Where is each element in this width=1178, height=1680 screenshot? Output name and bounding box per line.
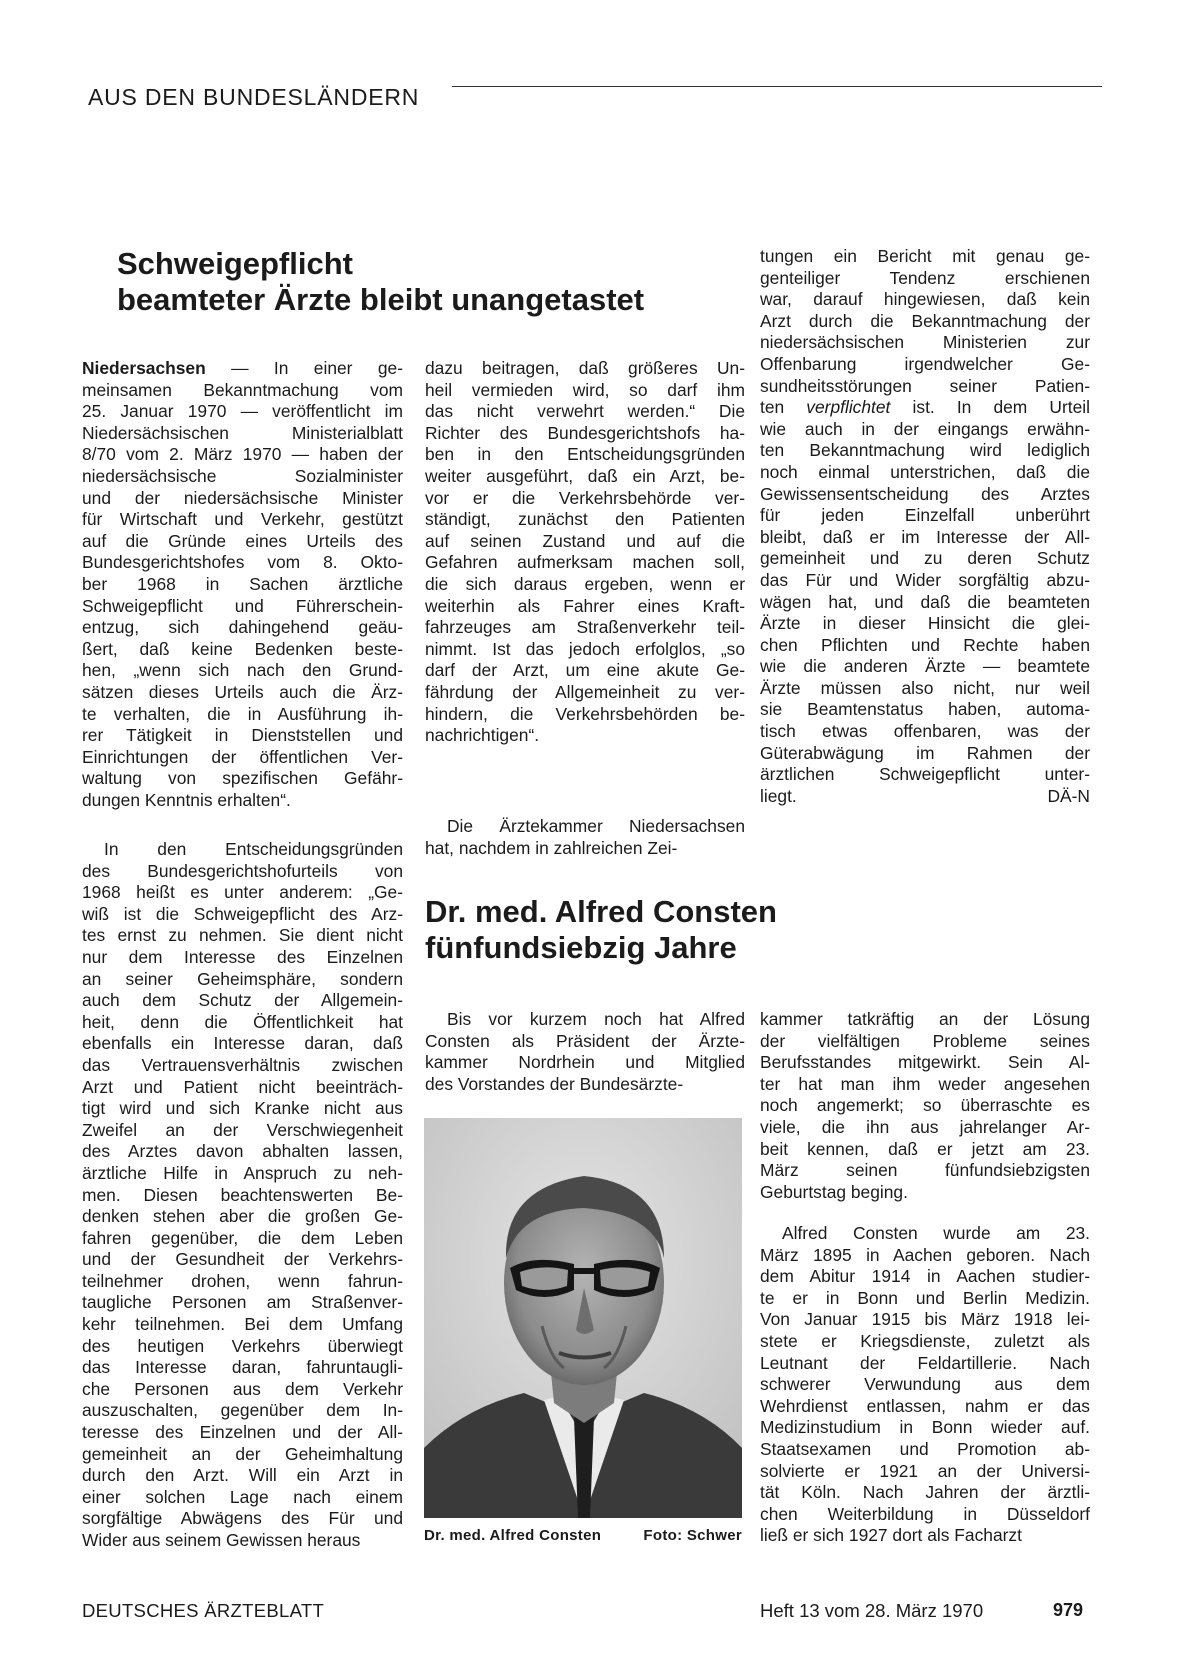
caption-text: Dr. med. Alfred Consten (424, 1527, 602, 1544)
text-line: Schweigepflicht und Führerschein- (82, 595, 403, 616)
text-line: Gewissensentscheidung des Arztes (760, 483, 1090, 504)
text-line: Güterabwägung im Rahmen der (760, 742, 1090, 763)
text-line: viele, die ihn aus jahrelanger Ar- (760, 1116, 1090, 1137)
text-line: beit kennen, daß er jetzt am 23. (760, 1138, 1090, 1159)
text-line: che Personen aus dem Verkehr (82, 1378, 403, 1399)
text-line: gemeinheit und zu deren Schutz (760, 548, 1090, 569)
article1-column-b2 (425, 816, 745, 859)
text-line: auszuschalten, gegenüber dem In- (82, 1400, 403, 1421)
text-line: heil vermieden wird, so darf ihm (425, 379, 745, 400)
text-line: für jeden Einzelfall unberührt (760, 505, 1090, 526)
text-line: dem Abitur 1914 in Aachen studier- (760, 1266, 1090, 1287)
text-line: hindern, die Verkehrsbehörden be- (425, 703, 745, 724)
text-line: ten Bekanntmachung wird lediglich (760, 440, 1090, 461)
text-line: hen, „wenn sich nach den Grund- (82, 660, 403, 681)
text-line: rer Tätigkeit in Dienststellen und (82, 725, 403, 746)
text-line: 1968 heißt es unter anderem: „Ge- (82, 882, 403, 903)
text-line: solvierte er 1921 an der Universi- (760, 1460, 1090, 1481)
text-line: taugliche Personen am Straßenver- (82, 1292, 403, 1313)
text-line: Bundesgerichtshofes vom 8. Okto- (82, 552, 403, 573)
text-line: 25. Januar 1970 — veröffentlicht im (82, 401, 403, 422)
text-line: fahrzeuges am Straßenverkehr teil- (425, 617, 745, 638)
text-line: Berufsstandes mitgewirkt. Sein Al- (760, 1052, 1090, 1073)
text-line: bleibt, daß er im Interesse der All- (760, 526, 1090, 547)
text-line: nimmt. Ist das jedoch erfolglos, „so (425, 638, 745, 659)
text-line: März 1895 in Aachen geboren. Nach (760, 1244, 1090, 1265)
text-line: Niedersachsen — In einer ge- (82, 358, 403, 378)
text-line: weiterhin als Fahrer eines Kraft- (425, 595, 745, 616)
text-line: kehr teilnehmen. Bei dem Umfang (82, 1314, 403, 1335)
text-line: März seinen fünfundsiebzigsten (760, 1160, 1090, 1181)
text-line: das Vertrauensverhältnis zwischen (82, 1054, 403, 1075)
page-number: 979 (1053, 1600, 1084, 1620)
headline-line: Dr. med. Alfred Consten (425, 894, 777, 929)
text-line: Medizinstudium in Bonn wieder auf. (760, 1417, 1090, 1438)
text-line: tät Köln. Nach Jahren der ärztli- (760, 1482, 1090, 1503)
text-line: Von Januar 1915 bis März 1918 lei- (760, 1309, 1090, 1330)
text-line: dungen Kenntnis erhalten“. (82, 789, 291, 810)
footer-journal: DEUTSCHES ÄRZTEBLATT (82, 1600, 325, 1621)
text-line: fährdung der Allgemeinheit zu ver- (425, 681, 745, 702)
text-line: Einrichtungen der öffentlichen Ver- (82, 746, 403, 767)
article1-headline (117, 246, 644, 318)
text-line: auch dem Schutz der Allgemein- (82, 990, 403, 1011)
text-line: das nicht verwehrt werden.“ Die (425, 401, 745, 422)
text-line: war, darauf hingewiesen, daß kein (760, 289, 1090, 310)
text-line: für Wirtschaft und Verkehr, gestützt (82, 509, 403, 530)
text-line: Geburtstag beging. (760, 1181, 908, 1202)
text-line: Zweifel an der Verschwiegenheit (82, 1119, 403, 1140)
text-line: waltung von spezifischen Gefähr- (82, 768, 403, 789)
text-line: niedersächsischen Ministerien zur (760, 332, 1090, 353)
text-line: das Für und Wider sorgfältig abzu- (760, 569, 1090, 590)
text-line: Offenbarung irgendwelcher Ge- (760, 353, 1090, 374)
text-line: Niedersächsischen Ministerialblatt (82, 422, 403, 443)
text-line: Wehrdienst entlassen, nahm er das (760, 1395, 1090, 1416)
text-line: niedersächsische Sozialminister (82, 465, 403, 486)
text-line: wie die anderen Ärzte — beamtete (760, 656, 1090, 677)
text-line: kammer Nordrhein und Mitglied (425, 1052, 745, 1073)
text-line: fahren gegenüber, die dem Leben (82, 1227, 403, 1248)
text-line: wägen hat, und daß die beamteten (760, 591, 1090, 612)
text-line: und der niedersächsische Minister (82, 487, 403, 508)
article2-headline (425, 894, 777, 966)
text-line: ärztlichen Schweigepflicht unter- (760, 764, 1090, 785)
text-line: sundheitsstörungen seiner Patien- (760, 375, 1090, 396)
text-line: sätzen dieses Urteils auch die Ärz- (82, 681, 403, 702)
text-line: sie Beamtenstatus haben, automa- (760, 699, 1090, 720)
text-line: gemeinheit an der Geheimhaltung (82, 1443, 403, 1464)
text-line: heit, denn die Öffentlichkeit hat (82, 1011, 403, 1032)
text-line: Gefahren aufmerksam machen soll, (425, 552, 745, 573)
text-line: Die Ärztekammer Niedersachsen (447, 816, 745, 836)
text-line: vor er die Verkehrsbehörde ver- (425, 487, 745, 508)
article1-column-a1 (82, 358, 403, 811)
text-line: chen Pflichten und Rechte haben (760, 634, 1090, 655)
text-line: auf seinen Zustand und auf die (425, 530, 745, 551)
footer-issue: Heft 13 vom 28. März 1970 (760, 1600, 984, 1621)
article1-column-a2 (82, 839, 403, 1552)
text-line: des Vorstandes der Bundesärzte- (425, 1073, 684, 1094)
photo-credit: Foto: Schwer (643, 1527, 742, 1544)
text-line: Arzt und Patient nicht beeinträch- (82, 1076, 403, 1097)
text-line: chen Weiterbildung in Düsseldorf (760, 1503, 1090, 1524)
text-line: Consten als Präsident der Ärzte- (425, 1030, 745, 1051)
text-line: hat, nachdem in zahlreichen Zei- (425, 837, 678, 858)
article2-column-d1 (425, 1009, 745, 1095)
text-line: Ärzte in dieser Hinsicht die glei- (760, 613, 1090, 634)
text-line: wiß ist die Schweigepflicht des Arz- (82, 903, 403, 924)
text-line: darf der Arzt, um eine akute Ge- (425, 660, 745, 681)
text-line: nur dem Interesse des Einzelnen (82, 946, 403, 967)
text-line: ber 1968 in Sachen ärztliche (82, 573, 403, 594)
text-line: meinsamen Bekanntmachung vom (82, 379, 403, 400)
text-line: genteiliger Tendenz erschienen (760, 267, 1090, 288)
article2-column-e1 (760, 1009, 1090, 1203)
headline-line: fünfundsiebzig Jahre (425, 930, 737, 965)
text-line: auf die Gründe eines Urteils des (82, 530, 403, 551)
text-line: einer solchen Lage nach einem (82, 1486, 403, 1507)
photo-caption (424, 1527, 742, 1544)
text-line: das Interesse daran, fahruntaugli- (82, 1357, 403, 1378)
text-line: ßert, daß keine Bedenken beste- (82, 638, 403, 659)
text-line: Leutnant der Feldartillerie. Nach (760, 1352, 1090, 1373)
text-line: 8/70 vom 2. März 1970 — haben der (82, 444, 403, 465)
text-line: ärztliche Hilfe in Anspruch zu neh- (82, 1162, 403, 1183)
text-line: kammer tatkräftig an der Lösung (760, 1009, 1090, 1029)
text-line: Wider aus seinem Gewissen heraus (82, 1530, 361, 1550)
headline-line: beamteter Ärzte bleibt unangetastet (117, 282, 645, 317)
text-line: Staatsexamen und Promotion ab- (760, 1438, 1090, 1459)
text-line: Bis vor kurzem noch hat Alfred (447, 1009, 745, 1029)
text-line: des Bundesgerichtshofurteils von (82, 860, 403, 881)
article1-column-c1 (760, 246, 1090, 807)
text-line: dazu beitragen, daß größeres Un- (425, 358, 745, 378)
text-line: teresse des Einzelnen und der All- (82, 1422, 403, 1443)
text-line: ließ er sich 1927 dort als Facharzt (760, 1525, 1022, 1546)
text-line: Richter des Bundesgerichtshofs ha- (425, 422, 745, 443)
text-line: ständigt, zunächst den Patienten (425, 509, 745, 530)
text-line: durch den Arzt. Will ein Arzt in (82, 1465, 403, 1486)
text-line: tes ernst zu nehmen. Sie dient nicht (82, 925, 403, 946)
text-line: entzug, sich dahingehend geäu- (82, 617, 403, 638)
text-line: stete er Kriegsdienste, zuletzt als (760, 1330, 1090, 1351)
text-line: die sich daraus ergeben, wenn er (425, 573, 745, 594)
text-line: tigt wird und sich Kranke nicht aus (82, 1098, 403, 1119)
text-line: tungen ein Bericht mit genau ge- (760, 246, 1090, 266)
text-line: des Arztes davon abhalten lassen, (82, 1141, 403, 1162)
article2-column-e2 (760, 1223, 1090, 1547)
text-line: liegt. DÄ-N (760, 785, 1090, 806)
author-signature: DÄ-N (1047, 785, 1090, 806)
text-line: und der Gesundheit der Verkehrs- (82, 1249, 403, 1270)
text-line: wie auch in der eingangs erwähn- (760, 418, 1090, 439)
section-label: AUS DEN BUNDESLÄNDERN (88, 84, 420, 110)
text-line: sorgfältige Abwägens des Für und (82, 1508, 403, 1529)
article1-column-b1 (425, 358, 745, 747)
text-line: tisch etwas offenbaren, was der (760, 721, 1090, 742)
text-line: te er in Bonn und Berlin Medizin. (760, 1287, 1090, 1308)
text-line: weiter ausgeführt, daß ein Arzt, be- (425, 465, 745, 486)
text-line: nachrichtigen“. (425, 725, 540, 746)
text-line: men. Diesen beachtenswerten Be- (82, 1184, 403, 1205)
text-line: Arzt durch die Bekanntmachung der (760, 310, 1090, 331)
text-line: ter hat man ihm weder angesehen (760, 1073, 1090, 1094)
text-line: noch angemerkt; so überraschte es (760, 1095, 1090, 1116)
text-line: des heutigen Verkehrs überwiegt (82, 1335, 403, 1356)
headline-line: Schweigepflicht (117, 246, 353, 281)
text-line: an seiner Geheimsphäre, sondern (82, 968, 403, 989)
text-line: denken stehen aber die großen Ge- (82, 1206, 403, 1227)
text-line: In den Entscheidungsgründen (104, 839, 403, 859)
section-rule (452, 86, 1102, 87)
text-line: Alfred Consten wurde am 23. (782, 1223, 1090, 1243)
text-line: ten verpflichtet ist. In dem Urteil (760, 397, 1090, 418)
text-line: ebenfalls ein Interesse daran, daß (82, 1033, 403, 1054)
text-line: noch einmal unterstrichen, daß die (760, 461, 1090, 482)
text-line: te verhalten, die in Ausführung ih- (82, 703, 403, 724)
text-line: der vielfältigen Probleme seines (760, 1030, 1090, 1051)
text-line: ben in den Entscheidungsgründen (425, 444, 745, 465)
text-line: schwerer Verwundung aus dem (760, 1374, 1090, 1395)
text-line: teilnehmer drohen, wenn fahrun- (82, 1270, 403, 1291)
portrait-photo (424, 1118, 742, 1518)
text-line: Ärzte müssen also nicht, nur weil (760, 677, 1090, 698)
